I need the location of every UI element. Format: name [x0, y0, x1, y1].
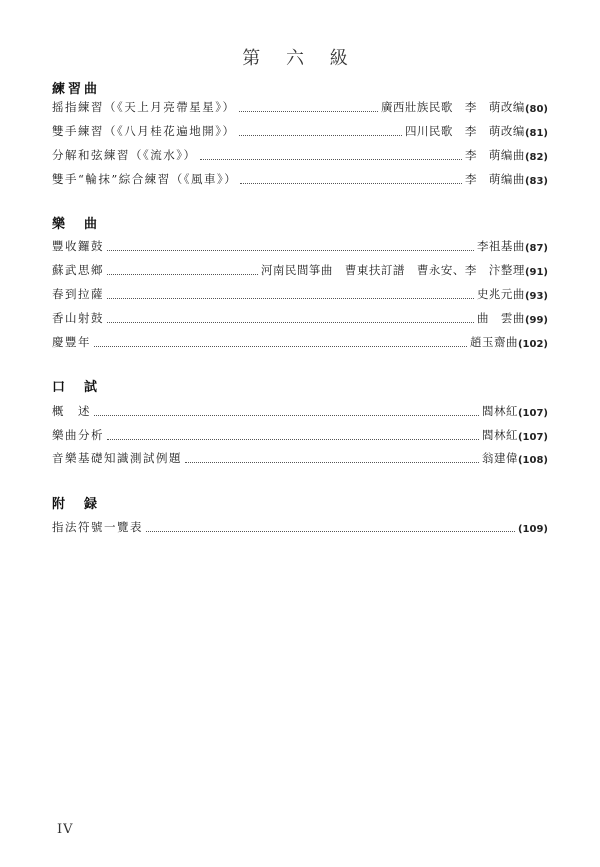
toc-entry-title: 摇指練習（《天上月亮帶星星》） [52, 100, 236, 114]
toc-entry-credit: 史兆元曲 [476, 287, 525, 301]
toc-entry-page: (102) [517, 339, 548, 350]
toc-entry[interactable] [52, 119, 548, 139]
toc-entry[interactable] [52, 515, 548, 535]
toc-entry-credit: 四川民歌 李 萌改编 [404, 124, 525, 138]
toc-entry-page: (99) [524, 315, 548, 326]
toc-entry-credit: 曲 雲曲 [476, 311, 525, 325]
toc-entry-credit: 李 萌编曲 [464, 172, 525, 186]
dot-leader [185, 462, 479, 463]
toc-entry-page: (83) [524, 176, 548, 187]
section-heading-pieces: 樂 曲 [52, 217, 101, 232]
dot-leader [94, 346, 467, 347]
page-numeral: IV [57, 822, 74, 837]
toc-entry-title: 雙手練習（《八月桂花遍地開》） [52, 124, 236, 138]
toc-entry[interactable] [52, 258, 548, 278]
toc-entry-credit: 閻林紅 [481, 428, 518, 442]
toc-entry-page: (82) [524, 152, 548, 163]
toc-entry-title: 音樂基礎知識測試例題 [52, 451, 182, 465]
section-heading-etudes: 練習曲 [52, 82, 101, 97]
toc-entry[interactable] [52, 306, 548, 326]
dot-leader [94, 415, 479, 416]
toc-entry-title: 慶豐年 [52, 335, 91, 349]
toc-entry[interactable] [52, 143, 548, 163]
toc-entry[interactable] [52, 423, 548, 443]
dot-leader [146, 531, 515, 532]
toc-entry-page: (93) [524, 291, 548, 302]
toc-entry-title: 豐收鑼鼓 [52, 239, 104, 253]
toc-entry-page: (87) [524, 243, 548, 254]
toc-entry-credit: 翁建偉 [481, 451, 518, 465]
toc-entry[interactable] [52, 446, 548, 466]
toc-entry-title: 樂曲分析 [52, 428, 104, 442]
toc-entry-page: (108) [517, 455, 548, 466]
section-heading-oral-exam: 口 試 [52, 380, 101, 395]
toc-entry-title: 概 述 [52, 404, 91, 418]
toc-entry-credit: 趙玉齋曲 [469, 335, 518, 349]
toc-entry-credit: 李祖基曲 [476, 239, 525, 253]
dot-leader [239, 135, 402, 136]
dot-leader [107, 274, 258, 275]
dot-leader [239, 111, 378, 112]
page-title: 第 六 級 [242, 48, 358, 69]
toc-entry-page: (80) [524, 104, 548, 115]
toc-entry-page: (81) [524, 128, 548, 139]
toc-entry-title: 春到拉薩 [52, 287, 104, 301]
toc-entry[interactable] [52, 399, 548, 419]
toc-entry[interactable] [52, 234, 548, 254]
toc-entry[interactable] [52, 282, 548, 302]
toc-entry-title: 指法符號一覽表 [52, 520, 143, 534]
toc-entry-page: (107) [517, 432, 548, 443]
dot-leader [240, 183, 462, 184]
toc-entry-title: 分解和弦練習（《流水》） [52, 148, 197, 162]
toc-entry-credit: 河南民間箏曲 曹東扶訂譜 曹永安、李 汴整理 [260, 263, 525, 277]
toc-entry-title: 香山射鼓 [52, 311, 104, 325]
toc-entry-credit: 閻林紅 [481, 404, 518, 418]
toc-entry-page: (91) [524, 267, 548, 278]
toc-entry-title: 雙手“輪抹”綜合練習（《風車》） [52, 172, 238, 186]
dot-leader [107, 439, 479, 440]
toc-entry-page: (107) [517, 408, 548, 419]
toc-entry-credit: 廣西壯族民歌 李 萌改编 [380, 100, 525, 114]
dot-leader [107, 250, 474, 251]
toc-entry[interactable] [52, 330, 548, 350]
section-heading-appendix: 附 録 [52, 497, 101, 512]
dot-leader [107, 322, 474, 323]
toc-entry[interactable] [52, 167, 548, 187]
toc-entry-title: 蘇武思鄉 [52, 263, 104, 277]
dot-leader [200, 159, 462, 160]
toc-entry-credit: 李 萌编曲 [464, 148, 525, 162]
toc-entry-page: (109) [517, 524, 548, 535]
toc-entry[interactable] [52, 95, 548, 115]
dot-leader [107, 298, 474, 299]
